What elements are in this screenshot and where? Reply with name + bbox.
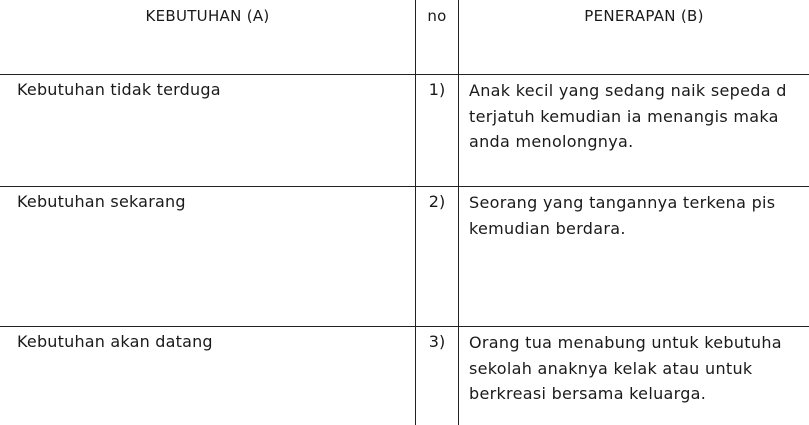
- penerapan-line: Anak kecil yang sedang naik sepeda d: [469, 81, 787, 100]
- penerapan-line: sekolah anaknya kelak atau untuk: [469, 358, 753, 378]
- table-row: [0, 187, 809, 327]
- number-cell: 3): [416, 327, 459, 425]
- penerapan-line: Seorang yang tangannya terkena pis: [469, 193, 776, 212]
- kebutuhan-cell: Kebutuhan akan datang: [0, 327, 416, 425]
- table-row: [0, 75, 809, 187]
- number-cell: 1): [416, 75, 459, 187]
- kebutuhan-cell: Kebutuhan tidak terduga: [0, 75, 416, 187]
- penerapan-line: berkreasi bersama keluarga.: [469, 384, 707, 403]
- penerapan-line: terjatuh kemudian ia menangis maka: [469, 106, 779, 126]
- table-header-row: [0, 0, 809, 75]
- penerapan-line: Orang tua menabung untuk kebutuha: [469, 333, 782, 352]
- header-penerapan: PENERAPAN (B): [459, 0, 809, 75]
- header-kebutuhan: KEBUTUHAN (A): [0, 0, 416, 75]
- kebutuhan-cell: Kebutuhan sekarang: [0, 187, 416, 327]
- penerapan-cell: [459, 75, 809, 187]
- table-row: [0, 327, 809, 425]
- penerapan-cell: [459, 187, 809, 327]
- number-cell: 2): [416, 187, 459, 327]
- header-no: no: [416, 0, 459, 75]
- penerapan-line: kemudian berdara.: [469, 218, 626, 238]
- penerapan-line: anda menolongnya.: [469, 132, 634, 151]
- penerapan-cell: [459, 327, 809, 425]
